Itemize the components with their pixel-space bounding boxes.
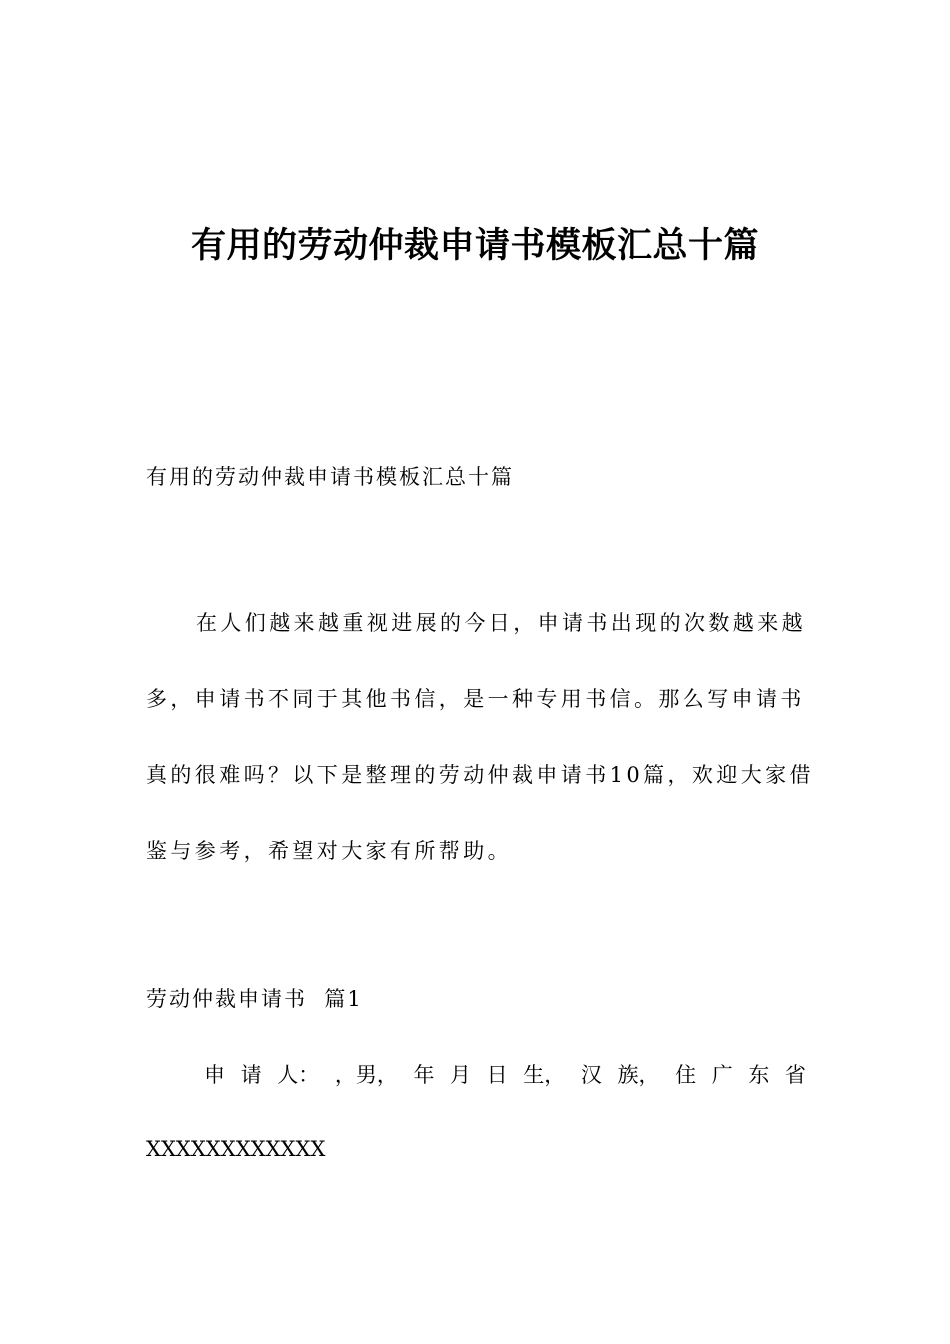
document-subtitle: 有用的劳动仲裁申请书模板汇总十篇: [146, 465, 514, 489]
applicant-token: 月: [450, 1063, 472, 1087]
applicant-token: 日: [486, 1063, 508, 1087]
applicant-token: 广: [711, 1063, 733, 1087]
applicant-token: 请: [240, 1063, 262, 1087]
address-line: XXXXXXXXXXXX: [146, 1137, 326, 1161]
applicant-token: 人：: [277, 1063, 320, 1087]
intro-line: 多，申请书不同于其他书信，是一种专用书信。那么写申请书: [146, 687, 805, 711]
intro-line: 真的很难吗？以下是整理的劳动仲裁申请书10篇，欢迎大家借: [146, 763, 814, 787]
applicant-token: 省: [784, 1063, 806, 1087]
applicant-token: 年: [413, 1063, 435, 1087]
applicant-token: 申: [204, 1063, 225, 1087]
intro-paragraph: [146, 608, 814, 912]
applicant-token: 生，: [523, 1063, 566, 1087]
applicant-token: 汉: [580, 1063, 602, 1087]
applicant-token: ，男，: [334, 1063, 398, 1087]
intro-line: 在人们越来越重视进展的今日，申请书出现的次数越来越: [196, 611, 806, 635]
applicant-token: 住: [675, 1063, 697, 1087]
applicant-token: 族，: [617, 1063, 660, 1087]
section-heading: 劳动仲裁申请书 篇1: [146, 987, 363, 1011]
intro-line: 鉴与参考，希望对大家有所帮助。: [146, 839, 512, 863]
document-title: 有用的劳动仲裁申请书模板汇总十篇: [190, 226, 759, 266]
applicant-line: [146, 1060, 806, 1090]
applicant-token: 东: [748, 1063, 770, 1087]
